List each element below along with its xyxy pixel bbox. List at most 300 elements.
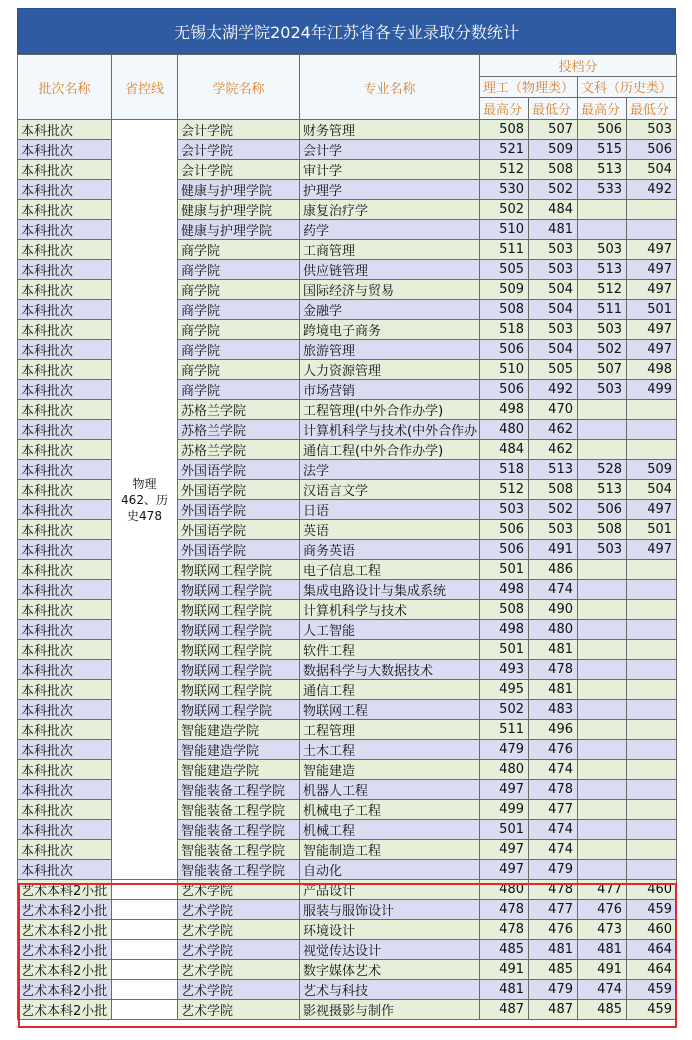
cell-h-max: 511 bbox=[578, 300, 627, 320]
cell-p-min: 479 bbox=[529, 860, 578, 880]
header-college: 学院名称 bbox=[178, 55, 300, 120]
cell-batch: 本科批次 bbox=[18, 620, 112, 640]
cell-p-max: 506 bbox=[480, 520, 529, 540]
cell-p-min: 481 bbox=[529, 940, 578, 960]
cell-h-min: 504 bbox=[627, 160, 677, 180]
cell-p-max: 498 bbox=[480, 400, 529, 420]
cell-batch: 本科批次 bbox=[18, 560, 112, 580]
cell-p-max: 508 bbox=[480, 300, 529, 320]
cell-college: 物联网工程学院 bbox=[178, 620, 300, 640]
cell-h-min bbox=[627, 720, 677, 740]
cell-h-min bbox=[627, 580, 677, 600]
cell-p-max: 530 bbox=[480, 180, 529, 200]
cell-college: 商学院 bbox=[178, 380, 300, 400]
cell-h-min: 501 bbox=[627, 520, 677, 540]
cell-major: 药学 bbox=[300, 220, 480, 240]
cell-batch: 本科批次 bbox=[18, 180, 112, 200]
header-major: 专业名称 bbox=[300, 55, 480, 120]
cell-h-min bbox=[627, 620, 677, 640]
cell-p-min: 478 bbox=[529, 880, 578, 900]
cell-p-min: 470 bbox=[529, 400, 578, 420]
cell-college: 物联网工程学院 bbox=[178, 660, 300, 680]
cell-college: 外国语学院 bbox=[178, 520, 300, 540]
cell-batch: 本科批次 bbox=[18, 660, 112, 680]
cell-p-max: 502 bbox=[480, 700, 529, 720]
cell-college: 艺术学院 bbox=[178, 1000, 300, 1020]
cell-p-max: 508 bbox=[480, 120, 529, 140]
cell-college: 物联网工程学院 bbox=[178, 700, 300, 720]
cell-h-max: 474 bbox=[578, 980, 627, 1000]
cell-h-min: 460 bbox=[627, 920, 677, 940]
cell-p-max: 506 bbox=[480, 340, 529, 360]
cell-p-min: 474 bbox=[529, 820, 578, 840]
cell-p-min: 481 bbox=[529, 680, 578, 700]
cell-major: 影视摄影与制作 bbox=[300, 1000, 480, 1020]
cell-major: 计算机科学与技术 bbox=[300, 600, 480, 620]
cell-batch: 本科批次 bbox=[18, 780, 112, 800]
cell-h-max bbox=[578, 820, 627, 840]
control-line-empty-cell bbox=[112, 940, 178, 960]
cell-college: 健康与护理学院 bbox=[178, 180, 300, 200]
cell-college: 智能建造学院 bbox=[178, 720, 300, 740]
cell-college: 智能建造学院 bbox=[178, 760, 300, 780]
cell-major: 数字媒体艺术 bbox=[300, 960, 480, 980]
cell-p-min: 476 bbox=[529, 920, 578, 940]
cell-batch: 本科批次 bbox=[18, 160, 112, 180]
cell-p-min: 491 bbox=[529, 540, 578, 560]
cell-p-max: 478 bbox=[480, 920, 529, 940]
cell-h-max: 515 bbox=[578, 140, 627, 160]
cell-major: 机器人工程 bbox=[300, 780, 480, 800]
cell-college: 苏格兰学院 bbox=[178, 400, 300, 420]
cell-h-min: 497 bbox=[627, 280, 677, 300]
cell-h-min: 464 bbox=[627, 940, 677, 960]
cell-college: 艺术学院 bbox=[178, 920, 300, 940]
table-row bbox=[18, 920, 677, 940]
cell-college: 艺术学院 bbox=[178, 900, 300, 920]
cell-major: 环境设计 bbox=[300, 920, 480, 940]
header-score-group: 投档分 bbox=[480, 55, 677, 77]
cell-h-min bbox=[627, 860, 677, 880]
cell-p-max: 518 bbox=[480, 460, 529, 480]
cell-h-min: 509 bbox=[627, 460, 677, 480]
cell-p-min: 476 bbox=[529, 740, 578, 760]
cell-batch: 本科批次 bbox=[18, 320, 112, 340]
cell-p-min: 462 bbox=[529, 440, 578, 460]
cell-major: 产品设计 bbox=[300, 880, 480, 900]
cell-major: 土木工程 bbox=[300, 740, 480, 760]
cell-major: 智能建造 bbox=[300, 760, 480, 780]
cell-h-min: 506 bbox=[627, 140, 677, 160]
table-row bbox=[18, 1000, 677, 1020]
cell-h-max: 506 bbox=[578, 500, 627, 520]
cell-college: 外国语学院 bbox=[178, 540, 300, 560]
cell-h-max: 507 bbox=[578, 360, 627, 380]
cell-batch: 本科批次 bbox=[18, 500, 112, 520]
cell-major: 通信工程(中外合作办学) bbox=[300, 440, 480, 460]
cell-college: 物联网工程学院 bbox=[178, 640, 300, 660]
table-body bbox=[18, 120, 677, 1020]
cell-h-max: 512 bbox=[578, 280, 627, 300]
cell-batch: 本科批次 bbox=[18, 220, 112, 240]
cell-h-min bbox=[627, 560, 677, 580]
cell-college: 艺术学院 bbox=[178, 940, 300, 960]
cell-p-min: 474 bbox=[529, 580, 578, 600]
cell-college: 商学院 bbox=[178, 280, 300, 300]
cell-batch: 本科批次 bbox=[18, 460, 112, 480]
cell-p-min: 492 bbox=[529, 380, 578, 400]
cell-college: 智能装备工程学院 bbox=[178, 780, 300, 800]
cell-college: 商学院 bbox=[178, 320, 300, 340]
cell-p-min: 481 bbox=[529, 640, 578, 660]
cell-batch: 本科批次 bbox=[18, 380, 112, 400]
cell-h-max: 513 bbox=[578, 480, 627, 500]
cell-major: 汉语言文学 bbox=[300, 480, 480, 500]
cell-p-max: 511 bbox=[480, 720, 529, 740]
cell-major: 视觉传达设计 bbox=[300, 940, 480, 960]
cell-p-min: 503 bbox=[529, 260, 578, 280]
cell-p-min: 504 bbox=[529, 300, 578, 320]
cell-h-max bbox=[578, 760, 627, 780]
control-line-empty-cell bbox=[112, 880, 178, 900]
cell-college: 物联网工程学院 bbox=[178, 580, 300, 600]
cell-p-max: 478 bbox=[480, 900, 529, 920]
cell-major: 计算机科学与技术(中外合作办 bbox=[300, 420, 480, 440]
cell-h-max bbox=[578, 740, 627, 760]
cell-batch: 本科批次 bbox=[18, 360, 112, 380]
cell-h-min bbox=[627, 600, 677, 620]
cell-college: 物联网工程学院 bbox=[178, 600, 300, 620]
cell-p-min: 503 bbox=[529, 520, 578, 540]
cell-h-min bbox=[627, 660, 677, 680]
sheet-title: 无锡太湖学院2024年江苏省各专业录取分数统计 bbox=[17, 8, 676, 54]
cell-p-max: 485 bbox=[480, 940, 529, 960]
cell-college: 商学院 bbox=[178, 260, 300, 280]
cell-batch: 本科批次 bbox=[18, 540, 112, 560]
cell-college: 会计学院 bbox=[178, 120, 300, 140]
cell-p-max: 480 bbox=[480, 420, 529, 440]
cell-college: 商学院 bbox=[178, 300, 300, 320]
header-batch: 批次名称 bbox=[18, 55, 112, 120]
cell-batch: 本科批次 bbox=[18, 260, 112, 280]
cell-p-max: 511 bbox=[480, 240, 529, 260]
cell-h-max bbox=[578, 580, 627, 600]
cell-h-max bbox=[578, 200, 627, 220]
cell-college: 艺术学院 bbox=[178, 880, 300, 900]
cell-p-max: 503 bbox=[480, 500, 529, 520]
score-table bbox=[17, 54, 677, 1020]
header-control-line: 省控线 bbox=[112, 55, 178, 120]
cell-h-max bbox=[578, 640, 627, 660]
cell-h-min: 497 bbox=[627, 260, 677, 280]
cell-p-max: 491 bbox=[480, 960, 529, 980]
table-row bbox=[18, 980, 677, 1000]
cell-college: 健康与护理学院 bbox=[178, 220, 300, 240]
cell-college: 商学院 bbox=[178, 240, 300, 260]
cell-h-min: 464 bbox=[627, 960, 677, 980]
cell-p-max: 498 bbox=[480, 580, 529, 600]
cell-college: 艺术学院 bbox=[178, 980, 300, 1000]
cell-h-max: 513 bbox=[578, 260, 627, 280]
cell-college: 商学院 bbox=[178, 340, 300, 360]
cell-h-max bbox=[578, 780, 627, 800]
cell-h-max bbox=[578, 440, 627, 460]
cell-p-min: 503 bbox=[529, 240, 578, 260]
cell-h-min bbox=[627, 800, 677, 820]
cell-p-min: 513 bbox=[529, 460, 578, 480]
cell-college: 物联网工程学院 bbox=[178, 680, 300, 700]
cell-p-min: 477 bbox=[529, 800, 578, 820]
cell-p-max: 484 bbox=[480, 440, 529, 460]
cell-h-max: 476 bbox=[578, 900, 627, 920]
cell-p-max: 508 bbox=[480, 600, 529, 620]
cell-h-min bbox=[627, 740, 677, 760]
cell-batch: 本科批次 bbox=[18, 580, 112, 600]
cell-major: 集成电路设计与集成系统 bbox=[300, 580, 480, 600]
cell-p-min: 504 bbox=[529, 340, 578, 360]
cell-h-max: 485 bbox=[578, 1000, 627, 1020]
cell-major: 审计学 bbox=[300, 160, 480, 180]
cell-major: 旅游管理 bbox=[300, 340, 480, 360]
cell-h-max bbox=[578, 680, 627, 700]
cell-h-max: 503 bbox=[578, 240, 627, 260]
cell-p-max: 487 bbox=[480, 1000, 529, 1020]
cell-major: 护理学 bbox=[300, 180, 480, 200]
cell-p-max: 493 bbox=[480, 660, 529, 680]
cell-college: 智能装备工程学院 bbox=[178, 860, 300, 880]
cell-batch: 本科批次 bbox=[18, 440, 112, 460]
cell-college: 苏格兰学院 bbox=[178, 440, 300, 460]
table-row bbox=[18, 960, 677, 980]
cell-h-max bbox=[578, 420, 627, 440]
cell-p-min: 484 bbox=[529, 200, 578, 220]
header-science: 理工（物理类） bbox=[480, 76, 578, 98]
cell-batch: 本科批次 bbox=[18, 720, 112, 740]
cell-batch: 本科批次 bbox=[18, 400, 112, 420]
cell-p-max: 518 bbox=[480, 320, 529, 340]
cell-p-min: 480 bbox=[529, 620, 578, 640]
cell-h-max: 502 bbox=[578, 340, 627, 360]
cell-h-min: 497 bbox=[627, 500, 677, 520]
cell-h-max bbox=[578, 620, 627, 640]
cell-h-min bbox=[627, 680, 677, 700]
cell-h-max: 491 bbox=[578, 960, 627, 980]
cell-p-min: 490 bbox=[529, 600, 578, 620]
cell-h-min: 497 bbox=[627, 240, 677, 260]
cell-h-max bbox=[578, 560, 627, 580]
cell-major: 机械电子工程 bbox=[300, 800, 480, 820]
header-arts: 文科（历史类） bbox=[578, 76, 677, 98]
control-line-empty-cell bbox=[112, 960, 178, 980]
cell-p-max: 479 bbox=[480, 740, 529, 760]
cell-h-min bbox=[627, 220, 677, 240]
cell-h-max bbox=[578, 840, 627, 860]
control-line-empty-cell bbox=[112, 980, 178, 1000]
cell-h-max bbox=[578, 400, 627, 420]
control-line-empty-cell bbox=[112, 1000, 178, 1020]
cell-college: 商学院 bbox=[178, 360, 300, 380]
cell-h-max: 528 bbox=[578, 460, 627, 480]
cell-batch: 本科批次 bbox=[18, 740, 112, 760]
cell-h-max: 533 bbox=[578, 180, 627, 200]
table-row bbox=[18, 120, 677, 140]
cell-batch: 艺术本科2小批 bbox=[18, 940, 112, 960]
cell-p-max: 481 bbox=[480, 980, 529, 1000]
cell-p-min: 479 bbox=[529, 980, 578, 1000]
cell-p-max: 497 bbox=[480, 860, 529, 880]
cell-p-max: 502 bbox=[480, 200, 529, 220]
cell-p-max: 498 bbox=[480, 620, 529, 640]
cell-p-max: 499 bbox=[480, 800, 529, 820]
cell-h-min: 497 bbox=[627, 320, 677, 340]
cell-h-min: 460 bbox=[627, 880, 677, 900]
cell-batch: 本科批次 bbox=[18, 860, 112, 880]
cell-college: 智能建造学院 bbox=[178, 740, 300, 760]
cell-p-min: 508 bbox=[529, 480, 578, 500]
cell-major: 财务管理 bbox=[300, 120, 480, 140]
cell-major: 艺术与科技 bbox=[300, 980, 480, 1000]
cell-major: 康复治疗学 bbox=[300, 200, 480, 220]
cell-p-max: 480 bbox=[480, 760, 529, 780]
cell-p-max: 505 bbox=[480, 260, 529, 280]
cell-batch: 艺术本科2小批 bbox=[18, 920, 112, 940]
cell-h-max bbox=[578, 860, 627, 880]
cell-h-max: 506 bbox=[578, 120, 627, 140]
cell-college: 外国语学院 bbox=[178, 480, 300, 500]
cell-p-min: 478 bbox=[529, 660, 578, 680]
cell-major: 法学 bbox=[300, 460, 480, 480]
cell-college: 会计学院 bbox=[178, 140, 300, 160]
cell-h-min bbox=[627, 440, 677, 460]
cell-major: 工商管理 bbox=[300, 240, 480, 260]
cell-h-max bbox=[578, 600, 627, 620]
cell-batch: 本科批次 bbox=[18, 340, 112, 360]
cell-h-min: 497 bbox=[627, 340, 677, 360]
cell-major: 数据科学与大数据技术 bbox=[300, 660, 480, 680]
cell-h-min bbox=[627, 760, 677, 780]
cell-p-min: 486 bbox=[529, 560, 578, 580]
cell-h-min: 501 bbox=[627, 300, 677, 320]
cell-major: 日语 bbox=[300, 500, 480, 520]
cell-p-max: 512 bbox=[480, 160, 529, 180]
cell-major: 自动化 bbox=[300, 860, 480, 880]
header-arts-min: 最低分 bbox=[627, 98, 677, 120]
cell-h-min: 503 bbox=[627, 120, 677, 140]
table-row bbox=[18, 880, 677, 900]
cell-college: 物联网工程学院 bbox=[178, 560, 300, 580]
cell-h-max: 503 bbox=[578, 320, 627, 340]
cell-batch: 本科批次 bbox=[18, 680, 112, 700]
cell-major: 通信工程 bbox=[300, 680, 480, 700]
cell-major: 服装与服饰设计 bbox=[300, 900, 480, 920]
cell-p-max: 480 bbox=[480, 880, 529, 900]
cell-p-min: 504 bbox=[529, 280, 578, 300]
cell-h-min: 498 bbox=[627, 360, 677, 380]
cell-batch: 本科批次 bbox=[18, 520, 112, 540]
cell-h-min bbox=[627, 400, 677, 420]
cell-batch: 本科批次 bbox=[18, 840, 112, 860]
cell-h-min: 459 bbox=[627, 1000, 677, 1020]
cell-major: 物联网工程 bbox=[300, 700, 480, 720]
cell-p-max: 509 bbox=[480, 280, 529, 300]
cell-h-min bbox=[627, 780, 677, 800]
cell-major: 英语 bbox=[300, 520, 480, 540]
cell-p-max: 501 bbox=[480, 820, 529, 840]
cell-batch: 本科批次 bbox=[18, 420, 112, 440]
cell-batch: 本科批次 bbox=[18, 240, 112, 260]
cell-h-max: 477 bbox=[578, 880, 627, 900]
cell-p-min: 502 bbox=[529, 180, 578, 200]
cell-p-max: 497 bbox=[480, 780, 529, 800]
cell-h-min: 459 bbox=[627, 900, 677, 920]
cell-p-max: 506 bbox=[480, 540, 529, 560]
cell-p-min: 508 bbox=[529, 160, 578, 180]
cell-h-min: 492 bbox=[627, 180, 677, 200]
cell-college: 智能装备工程学院 bbox=[178, 840, 300, 860]
header-science-max: 最高分 bbox=[480, 98, 529, 120]
cell-college: 外国语学院 bbox=[178, 500, 300, 520]
cell-h-max bbox=[578, 660, 627, 680]
cell-p-max: 506 bbox=[480, 380, 529, 400]
cell-h-min bbox=[627, 700, 677, 720]
cell-h-max bbox=[578, 720, 627, 740]
cell-h-min bbox=[627, 420, 677, 440]
cell-batch: 本科批次 bbox=[18, 600, 112, 620]
control-line-empty-cell bbox=[112, 920, 178, 940]
cell-h-min: 499 bbox=[627, 380, 677, 400]
cell-major: 电子信息工程 bbox=[300, 560, 480, 580]
cell-h-min: 497 bbox=[627, 540, 677, 560]
cell-college: 智能装备工程学院 bbox=[178, 820, 300, 840]
cell-p-max: 501 bbox=[480, 560, 529, 580]
cell-p-min: 487 bbox=[529, 1000, 578, 1020]
cell-p-min: 485 bbox=[529, 960, 578, 980]
cell-batch: 艺术本科2小批 bbox=[18, 880, 112, 900]
cell-h-max bbox=[578, 700, 627, 720]
header-science-min: 最低分 bbox=[529, 98, 578, 120]
cell-p-min: 462 bbox=[529, 420, 578, 440]
cell-batch: 本科批次 bbox=[18, 800, 112, 820]
cell-h-max: 513 bbox=[578, 160, 627, 180]
cell-college: 会计学院 bbox=[178, 160, 300, 180]
cell-h-min bbox=[627, 820, 677, 840]
cell-h-min bbox=[627, 840, 677, 860]
cell-p-min: 509 bbox=[529, 140, 578, 160]
cell-h-max: 508 bbox=[578, 520, 627, 540]
cell-p-max: 512 bbox=[480, 480, 529, 500]
cell-p-max: 495 bbox=[480, 680, 529, 700]
cell-college: 外国语学院 bbox=[178, 460, 300, 480]
control-line-cell: 物理462、历史478 bbox=[112, 120, 178, 880]
cell-batch: 本科批次 bbox=[18, 300, 112, 320]
cell-major: 机械工程 bbox=[300, 820, 480, 840]
cell-major: 供应链管理 bbox=[300, 260, 480, 280]
cell-college: 艺术学院 bbox=[178, 960, 300, 980]
header-arts-max: 最高分 bbox=[578, 98, 627, 120]
cell-batch: 本科批次 bbox=[18, 640, 112, 660]
cell-p-max: 510 bbox=[480, 360, 529, 380]
cell-h-min: 504 bbox=[627, 480, 677, 500]
cell-h-max bbox=[578, 800, 627, 820]
cell-p-min: 483 bbox=[529, 700, 578, 720]
cell-p-min: 477 bbox=[529, 900, 578, 920]
cell-batch: 本科批次 bbox=[18, 760, 112, 780]
cell-major: 金融学 bbox=[300, 300, 480, 320]
cell-major: 跨境电子商务 bbox=[300, 320, 480, 340]
cell-major: 会计学 bbox=[300, 140, 480, 160]
table-row bbox=[18, 940, 677, 960]
cell-p-min: 507 bbox=[529, 120, 578, 140]
